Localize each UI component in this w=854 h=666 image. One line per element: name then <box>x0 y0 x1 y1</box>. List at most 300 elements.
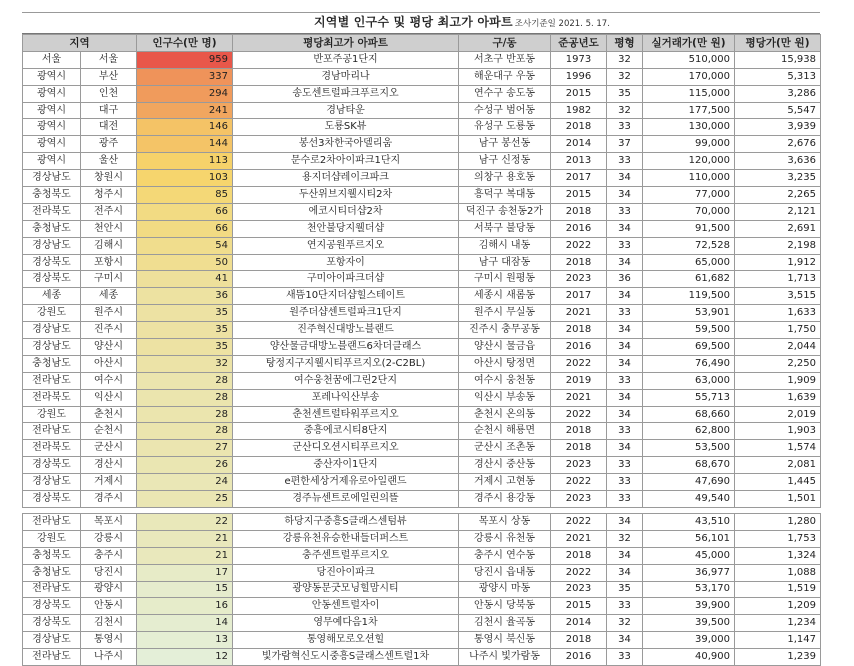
price-cell: 510,000 <box>643 51 735 68</box>
table-row <box>23 170 821 187</box>
price-per-pyeong-cell: 1,209 <box>735 598 821 615</box>
province-cell: 광역시 <box>23 119 81 136</box>
population-cell: 294 <box>137 85 233 102</box>
price-cell: 65,000 <box>643 254 735 271</box>
year-cell: 2023 <box>551 581 607 598</box>
district-cell: 당진시 읍내동 <box>459 564 551 581</box>
city-cell: 원주시 <box>81 305 137 322</box>
apartment-cell: 광양동문굿모닝힐맘시티 <box>233 581 459 598</box>
size-cell: 34 <box>607 288 643 305</box>
price-cell: 45,000 <box>643 547 735 564</box>
district-cell: 춘천시 온의동 <box>459 406 551 423</box>
city-cell: 아산시 <box>81 355 137 372</box>
size-cell: 34 <box>607 355 643 372</box>
year-cell: 2018 <box>551 254 607 271</box>
price-per-pyeong-cell: 3,636 <box>735 153 821 170</box>
district-cell: 남구 봉선동 <box>459 136 551 153</box>
title-row <box>22 12 820 34</box>
district-cell: 의창구 용호동 <box>459 170 551 187</box>
price-per-pyeong-cell: 1,750 <box>735 322 821 339</box>
province-cell: 충청남도 <box>23 564 81 581</box>
province-cell: 경상남도 <box>23 632 81 649</box>
table-row <box>23 68 821 85</box>
table-row <box>23 530 821 547</box>
price-cell: 53,901 <box>643 305 735 322</box>
apartment-cell: 경남마리나 <box>233 68 459 85</box>
size-cell: 32 <box>607 51 643 68</box>
size-cell: 35 <box>607 85 643 102</box>
province-cell: 경상남도 <box>23 170 81 187</box>
district-cell: 덕진구 송천동2가 <box>459 203 551 220</box>
price-per-pyeong-cell: 15,938 <box>735 51 821 68</box>
district-cell: 통영시 북신동 <box>459 632 551 649</box>
population-cell: 85 <box>137 187 233 204</box>
price-cell: 62,800 <box>643 423 735 440</box>
price-per-pyeong-cell: 2,265 <box>735 187 821 204</box>
year-cell: 2019 <box>551 372 607 389</box>
city-cell: 경산시 <box>81 457 137 474</box>
population-cell: 36 <box>137 288 233 305</box>
year-cell: 2018 <box>551 423 607 440</box>
year-cell: 2018 <box>551 203 607 220</box>
table-row <box>23 187 821 204</box>
size-cell: 33 <box>607 457 643 474</box>
table-row <box>23 372 821 389</box>
province-cell: 경상북도 <box>23 271 81 288</box>
province-cell: 강원도 <box>23 530 81 547</box>
table-row <box>23 649 821 666</box>
apartment-cell: 도룡SK뷰 <box>233 119 459 136</box>
population-cell: 959 <box>137 51 233 68</box>
year-cell: 2022 <box>551 406 607 423</box>
year-cell: 2018 <box>551 632 607 649</box>
city-cell: 여수시 <box>81 372 137 389</box>
year-cell: 2022 <box>551 474 607 491</box>
city-cell: 광주 <box>81 136 137 153</box>
year-cell: 2023 <box>551 491 607 508</box>
price-per-pyeong-cell: 2,250 <box>735 355 821 372</box>
apartment-cell: 여수웅천꿈에그린2단지 <box>233 372 459 389</box>
size-cell: 34 <box>607 513 643 530</box>
apartment-cell: 진주혁신대방노블랜드 <box>233 322 459 339</box>
size-cell: 34 <box>607 220 643 237</box>
apartment-cell: 군산디오션시티푸르지오 <box>233 440 459 457</box>
table-row <box>23 615 821 632</box>
population-cell: 13 <box>137 632 233 649</box>
population-cell: 337 <box>137 68 233 85</box>
population-cell: 14 <box>137 615 233 632</box>
population-cell: 35 <box>137 305 233 322</box>
price-per-pyeong-cell: 2,676 <box>735 136 821 153</box>
province-cell: 경상북도 <box>23 254 81 271</box>
size-cell: 34 <box>607 254 643 271</box>
city-cell: 대구 <box>81 102 137 119</box>
price-cell: 77,000 <box>643 187 735 204</box>
city-cell: 경주시 <box>81 491 137 508</box>
district-cell: 경산시 중산동 <box>459 457 551 474</box>
city-cell: 군산시 <box>81 440 137 457</box>
spreadsheet <box>22 12 820 666</box>
table-row <box>23 220 821 237</box>
price-per-pyeong-cell: 5,313 <box>735 68 821 85</box>
price-per-pyeong-cell: 1,088 <box>735 564 821 581</box>
province-cell: 전라남도 <box>23 372 81 389</box>
apartment-cell: 용지더샵레이크파크 <box>233 170 459 187</box>
apartment-cell: 하당지구중흥S클래스센텀뷰 <box>233 513 459 530</box>
population-cell: 22 <box>137 513 233 530</box>
price-cell: 53,500 <box>643 440 735 457</box>
price-cell: 53,170 <box>643 581 735 598</box>
province-cell: 강원도 <box>23 305 81 322</box>
price-cell: 55,713 <box>643 389 735 406</box>
district-cell: 광양시 마동 <box>459 581 551 598</box>
district-cell: 여수시 웅천동 <box>459 372 551 389</box>
district-cell: 군산시 조촌동 <box>459 440 551 457</box>
size-cell: 33 <box>607 372 643 389</box>
city-cell: 당진시 <box>81 564 137 581</box>
apartment-cell: 포항자이 <box>233 254 459 271</box>
province-cell: 충청남도 <box>23 355 81 372</box>
size-cell: 33 <box>607 423 643 440</box>
population-cell: 26 <box>137 457 233 474</box>
apartment-cell: 경남타운 <box>233 102 459 119</box>
province-cell: 광역시 <box>23 68 81 85</box>
city-cell: 천안시 <box>81 220 137 237</box>
price-per-pyeong-cell: 2,198 <box>735 237 821 254</box>
province-cell: 경상남도 <box>23 237 81 254</box>
apartment-cell: e편한세상거제유로아일랜드 <box>233 474 459 491</box>
apartment-cell: 연지공원푸르지오 <box>233 237 459 254</box>
district-cell: 목포시 상동 <box>459 513 551 530</box>
size-cell: 33 <box>607 237 643 254</box>
population-cell: 103 <box>137 170 233 187</box>
size-cell: 34 <box>607 339 643 356</box>
apartment-cell: 원주더샵센트럴파크1단지 <box>233 305 459 322</box>
population-cell: 241 <box>137 102 233 119</box>
district-cell: 서초구 반포동 <box>459 51 551 68</box>
size-cell: 33 <box>607 119 643 136</box>
population-cell: 28 <box>137 389 233 406</box>
province-cell: 경상남도 <box>23 322 81 339</box>
price-per-pyeong-cell: 3,939 <box>735 119 821 136</box>
city-cell: 양산시 <box>81 339 137 356</box>
city-cell: 김천시 <box>81 615 137 632</box>
size-cell: 34 <box>607 187 643 204</box>
price-cell: 39,500 <box>643 615 735 632</box>
year-cell: 1996 <box>551 68 607 85</box>
population-cell: 66 <box>137 220 233 237</box>
population-cell: 21 <box>137 530 233 547</box>
apartment-cell: 경주뉴센트로에일린의뜰 <box>233 491 459 508</box>
table-row <box>23 355 821 372</box>
district-cell: 원주시 무실동 <box>459 305 551 322</box>
table-row <box>23 85 821 102</box>
apartment-cell: 구미아이파크더샵 <box>233 271 459 288</box>
province-cell: 충청남도 <box>23 220 81 237</box>
table-row <box>23 203 821 220</box>
year-cell: 1973 <box>551 51 607 68</box>
province-cell: 전라북도 <box>23 389 81 406</box>
year-cell: 2022 <box>551 237 607 254</box>
price-per-pyeong-cell: 1,445 <box>735 474 821 491</box>
city-cell: 강릉시 <box>81 530 137 547</box>
year-cell: 2017 <box>551 170 607 187</box>
city-cell: 충주시 <box>81 547 137 564</box>
province-cell: 충청북도 <box>23 187 81 204</box>
size-cell: 33 <box>607 203 643 220</box>
population-cell: 15 <box>137 581 233 598</box>
district-cell: 수성구 범어동 <box>459 102 551 119</box>
price-cell: 43,510 <box>643 513 735 530</box>
year-cell: 2014 <box>551 615 607 632</box>
price-per-pyeong-cell: 1,324 <box>735 547 821 564</box>
apartment-cell: 문수로2차아이파크1단지 <box>233 153 459 170</box>
province-cell: 경상북도 <box>23 457 81 474</box>
table-row <box>23 271 821 288</box>
year-cell: 2018 <box>551 322 607 339</box>
price-per-pyeong-cell: 2,044 <box>735 339 821 356</box>
district-cell: 익산시 부송동 <box>459 389 551 406</box>
population-cell: 28 <box>137 372 233 389</box>
apartment-cell: 에코시티더샵2차 <box>233 203 459 220</box>
district-cell: 유성구 도룡동 <box>459 119 551 136</box>
price-per-pyeong-cell: 1,713 <box>735 271 821 288</box>
table-row <box>23 288 821 305</box>
apartment-cell: 반포주공1단지 <box>233 51 459 68</box>
apartment-cell: 안동센트럴자이 <box>233 598 459 615</box>
price-cell: 76,490 <box>643 355 735 372</box>
price-cell: 39,900 <box>643 598 735 615</box>
apartment-cell: 중흥에코시티8단지 <box>233 423 459 440</box>
price-per-pyeong-cell: 2,019 <box>735 406 821 423</box>
province-cell: 경상북도 <box>23 491 81 508</box>
year-cell: 2015 <box>551 598 607 615</box>
year-cell: 2016 <box>551 649 607 666</box>
district-cell: 충주시 연수동 <box>459 547 551 564</box>
table-row <box>23 305 821 322</box>
city-cell: 거제시 <box>81 474 137 491</box>
province-cell: 광역시 <box>23 102 81 119</box>
population-cell: 24 <box>137 474 233 491</box>
header-population: 인구수(만 명) <box>137 35 233 52</box>
price-per-pyeong-cell: 1,903 <box>735 423 821 440</box>
year-cell: 2022 <box>551 513 607 530</box>
table-row <box>23 237 821 254</box>
price-cell: 99,000 <box>643 136 735 153</box>
population-cell: 144 <box>137 136 233 153</box>
table-row <box>23 389 821 406</box>
apartment-cell: 송도센트럴파크푸르지오 <box>233 85 459 102</box>
year-cell: 2018 <box>551 547 607 564</box>
population-cell: 54 <box>137 237 233 254</box>
size-cell: 36 <box>607 271 643 288</box>
size-cell: 32 <box>607 68 643 85</box>
city-cell: 서울 <box>81 51 137 68</box>
header-year: 준공년도 <box>551 35 607 52</box>
size-cell: 33 <box>607 491 643 508</box>
price-per-pyeong-cell: 5,547 <box>735 102 821 119</box>
population-cell: 12 <box>137 649 233 666</box>
table-row <box>23 51 821 68</box>
population-cell: 35 <box>137 339 233 356</box>
price-per-pyeong-cell: 1,280 <box>735 513 821 530</box>
price-cell: 120,000 <box>643 153 735 170</box>
apartment-cell: 빛가람혁신도시중흥S클래스센트럴1차 <box>233 649 459 666</box>
population-cell: 32 <box>137 355 233 372</box>
year-cell: 2022 <box>551 355 607 372</box>
price-per-pyeong-cell: 1,239 <box>735 649 821 666</box>
city-cell: 나주시 <box>81 649 137 666</box>
table-row <box>23 322 821 339</box>
data-table <box>22 34 821 666</box>
city-cell: 김해시 <box>81 237 137 254</box>
price-per-pyeong-cell: 2,081 <box>735 457 821 474</box>
size-cell: 34 <box>607 389 643 406</box>
size-cell: 33 <box>607 305 643 322</box>
price-per-pyeong-cell: 1,909 <box>735 372 821 389</box>
table-body <box>23 51 821 665</box>
province-cell: 세종 <box>23 288 81 305</box>
size-cell: 33 <box>607 474 643 491</box>
province-cell: 광역시 <box>23 153 81 170</box>
province-cell: 전라남도 <box>23 423 81 440</box>
price-cell: 115,000 <box>643 85 735 102</box>
size-cell: 33 <box>607 649 643 666</box>
size-cell: 35 <box>607 581 643 598</box>
price-per-pyeong-cell: 1,753 <box>735 530 821 547</box>
price-per-pyeong-cell: 1,519 <box>735 581 821 598</box>
apartment-cell: 당진아이파크 <box>233 564 459 581</box>
table-row <box>23 423 821 440</box>
district-cell: 해운대구 우동 <box>459 68 551 85</box>
header-apartment: 평당최고가 아파트 <box>233 35 459 52</box>
year-cell: 2015 <box>551 187 607 204</box>
price-per-pyeong-cell: 3,515 <box>735 288 821 305</box>
district-cell: 아산시 탕정면 <box>459 355 551 372</box>
district-cell: 구미시 원평동 <box>459 271 551 288</box>
population-cell: 21 <box>137 547 233 564</box>
population-cell: 16 <box>137 598 233 615</box>
year-cell: 2017 <box>551 288 607 305</box>
city-cell: 광양시 <box>81 581 137 598</box>
price-cell: 39,000 <box>643 632 735 649</box>
apartment-cell: 중산자이1단지 <box>233 457 459 474</box>
table-row <box>23 491 821 508</box>
city-cell: 울산 <box>81 153 137 170</box>
price-cell: 119,500 <box>643 288 735 305</box>
city-cell: 창원시 <box>81 170 137 187</box>
city-cell: 대전 <box>81 119 137 136</box>
province-cell: 전라남도 <box>23 649 81 666</box>
size-cell: 32 <box>607 615 643 632</box>
apartment-cell: 두산위브지웰시티2차 <box>233 187 459 204</box>
city-cell: 순천시 <box>81 423 137 440</box>
apartment-cell: 충주센트럴푸르지오 <box>233 547 459 564</box>
price-per-pyeong-cell: 2,691 <box>735 220 821 237</box>
province-cell: 전라북도 <box>23 440 81 457</box>
apartment-cell: 봉선3차한국아델리움 <box>233 136 459 153</box>
size-cell: 34 <box>607 547 643 564</box>
year-cell: 2018 <box>551 119 607 136</box>
population-cell: 17 <box>137 564 233 581</box>
year-cell: 2022 <box>551 564 607 581</box>
population-cell: 66 <box>137 203 233 220</box>
size-cell: 34 <box>607 406 643 423</box>
table-row <box>23 406 821 423</box>
price-per-pyeong-cell: 1,501 <box>735 491 821 508</box>
district-cell: 김천시 율곡동 <box>459 615 551 632</box>
population-cell: 27 <box>137 440 233 457</box>
province-cell: 서울 <box>23 51 81 68</box>
size-cell: 37 <box>607 136 643 153</box>
price-cell: 68,670 <box>643 457 735 474</box>
year-cell: 2018 <box>551 440 607 457</box>
apartment-cell: 탕정지구지웰시티푸르지오(2-C2BL) <box>233 355 459 372</box>
price-cell: 130,000 <box>643 119 735 136</box>
district-cell: 진주시 충무공동 <box>459 322 551 339</box>
district-cell: 나주시 빛가람동 <box>459 649 551 666</box>
province-cell: 강원도 <box>23 406 81 423</box>
price-cell: 40,900 <box>643 649 735 666</box>
header-price-per-pyeong: 평당가(만 원) <box>735 35 821 52</box>
city-cell: 안동시 <box>81 598 137 615</box>
size-cell: 33 <box>607 153 643 170</box>
header-region: 지역 <box>23 35 137 52</box>
city-cell: 인천 <box>81 85 137 102</box>
table-row <box>23 598 821 615</box>
province-cell: 전라남도 <box>23 513 81 530</box>
price-per-pyeong-cell: 3,235 <box>735 170 821 187</box>
population-cell: 28 <box>137 423 233 440</box>
district-cell: 강릉시 유천동 <box>459 530 551 547</box>
table-title: 지역별 인구수 및 평당 최고가 아파트 <box>314 15 513 29</box>
district-cell: 안동시 당북동 <box>459 598 551 615</box>
price-per-pyeong-cell: 1,639 <box>735 389 821 406</box>
table-row <box>23 564 821 581</box>
table-row <box>23 474 821 491</box>
apartment-cell: 새뜸10단지더샵힐스테이트 <box>233 288 459 305</box>
district-cell: 양산시 물금읍 <box>459 339 551 356</box>
city-cell: 부산 <box>81 68 137 85</box>
year-cell: 2014 <box>551 136 607 153</box>
price-cell: 68,660 <box>643 406 735 423</box>
district-cell: 연수구 송도동 <box>459 85 551 102</box>
size-cell: 33 <box>607 598 643 615</box>
population-cell: 25 <box>137 491 233 508</box>
price-cell: 61,682 <box>643 271 735 288</box>
table-row <box>23 339 821 356</box>
table-row <box>23 119 821 136</box>
table-row <box>23 136 821 153</box>
city-cell: 세종 <box>81 288 137 305</box>
apartment-cell: 양산물금대방노블랜드6차더클래스 <box>233 339 459 356</box>
size-cell: 34 <box>607 440 643 457</box>
city-cell: 통영시 <box>81 632 137 649</box>
size-cell: 34 <box>607 170 643 187</box>
year-cell: 2021 <box>551 530 607 547</box>
table-row <box>23 513 821 530</box>
city-cell: 춘천시 <box>81 406 137 423</box>
population-cell: 146 <box>137 119 233 136</box>
population-cell: 41 <box>137 271 233 288</box>
price-per-pyeong-cell: 1,234 <box>735 615 821 632</box>
district-cell: 서북구 불당동 <box>459 220 551 237</box>
year-cell: 2023 <box>551 457 607 474</box>
size-cell: 34 <box>607 632 643 649</box>
apartment-cell: 춘천센트럴타워푸르지오 <box>233 406 459 423</box>
price-per-pyeong-cell: 1,574 <box>735 440 821 457</box>
price-per-pyeong-cell: 1,633 <box>735 305 821 322</box>
